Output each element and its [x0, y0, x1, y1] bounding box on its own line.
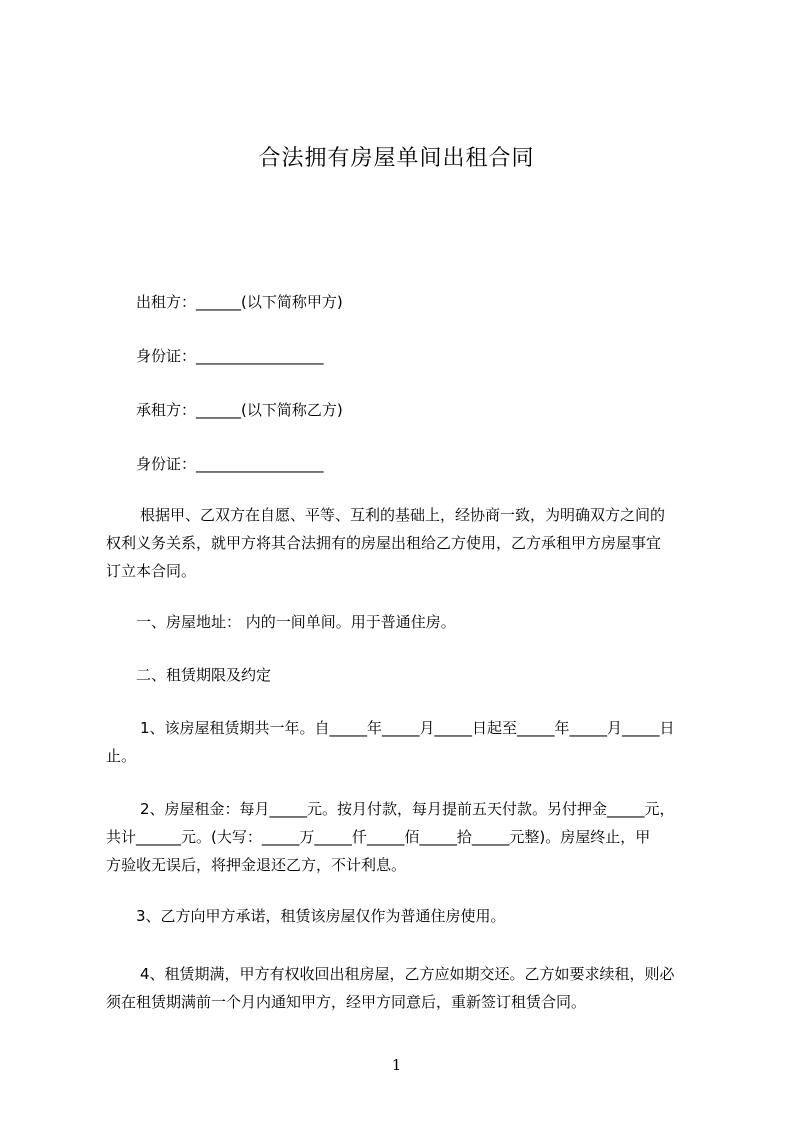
intro-paragraph [106, 501, 716, 585]
clause-2-line-2: 共计______元。(大写：_____万_____仟_____佰_____拾_____元整)。房屋终止，甲 [106, 828, 651, 846]
intro-line-3: 订立本合同。 [106, 562, 197, 580]
clause-4-line-2: 须在租赁期满前一个月内通知甲方，经甲方同意后，重新签订租赁合同。 [106, 993, 587, 1011]
clause-1-line-2: 止。 [106, 747, 137, 765]
section-1-address: 一、房屋地址： 内的一间单间。用于普通住房。 [136, 613, 456, 631]
clause-4 [106, 960, 716, 1016]
clause-2 [106, 795, 716, 879]
clause-1-line-1: 1、该房屋租赁期共一年。自_____年_____月_____日起至_____年_____月_____日 [140, 719, 675, 737]
clause-2-line-1: 2、房屋租金：每月_____元。按月付款，每月提前五天付款。另付押金_____元， [140, 800, 675, 818]
clause-4-line-1: 4、租赁期满，甲方有权收回出租房屋，乙方应如期交还。乙方如要求续租，则必 [140, 965, 675, 983]
lessor-line: 出租方：______(以下简称甲方) [136, 293, 343, 311]
lessor-id-line: 身份证：_________________ [136, 347, 324, 365]
lessee-id-line: 身份证：_________________ [136, 455, 324, 473]
lessee-line: 承租方：______(以下简称乙方) [136, 401, 343, 419]
clause-3: 3、乙方向甲方承诺，租赁该房屋仅作为普通住房使用。 [136, 907, 506, 925]
intro-line-1: 根据甲、乙双方在自愿、平等、互利的基础上，经协商一致，为明确双方之间的 [140, 506, 666, 524]
intro-line-2: 权利义务关系，就甲方将其合法拥有的房屋出租给乙方使用，乙方承租甲方房屋事宜 [106, 534, 662, 552]
section-2-heading: 二、租赁期限及约定 [136, 666, 272, 684]
clause-2-line-3: 方验收无误后，将押金退还乙方，不计利息。 [106, 856, 407, 874]
page-number: 1 [391, 1056, 402, 1074]
clause-1 [106, 714, 716, 770]
document-title: 合法拥有房屋单间出租合同 [258, 146, 535, 171]
